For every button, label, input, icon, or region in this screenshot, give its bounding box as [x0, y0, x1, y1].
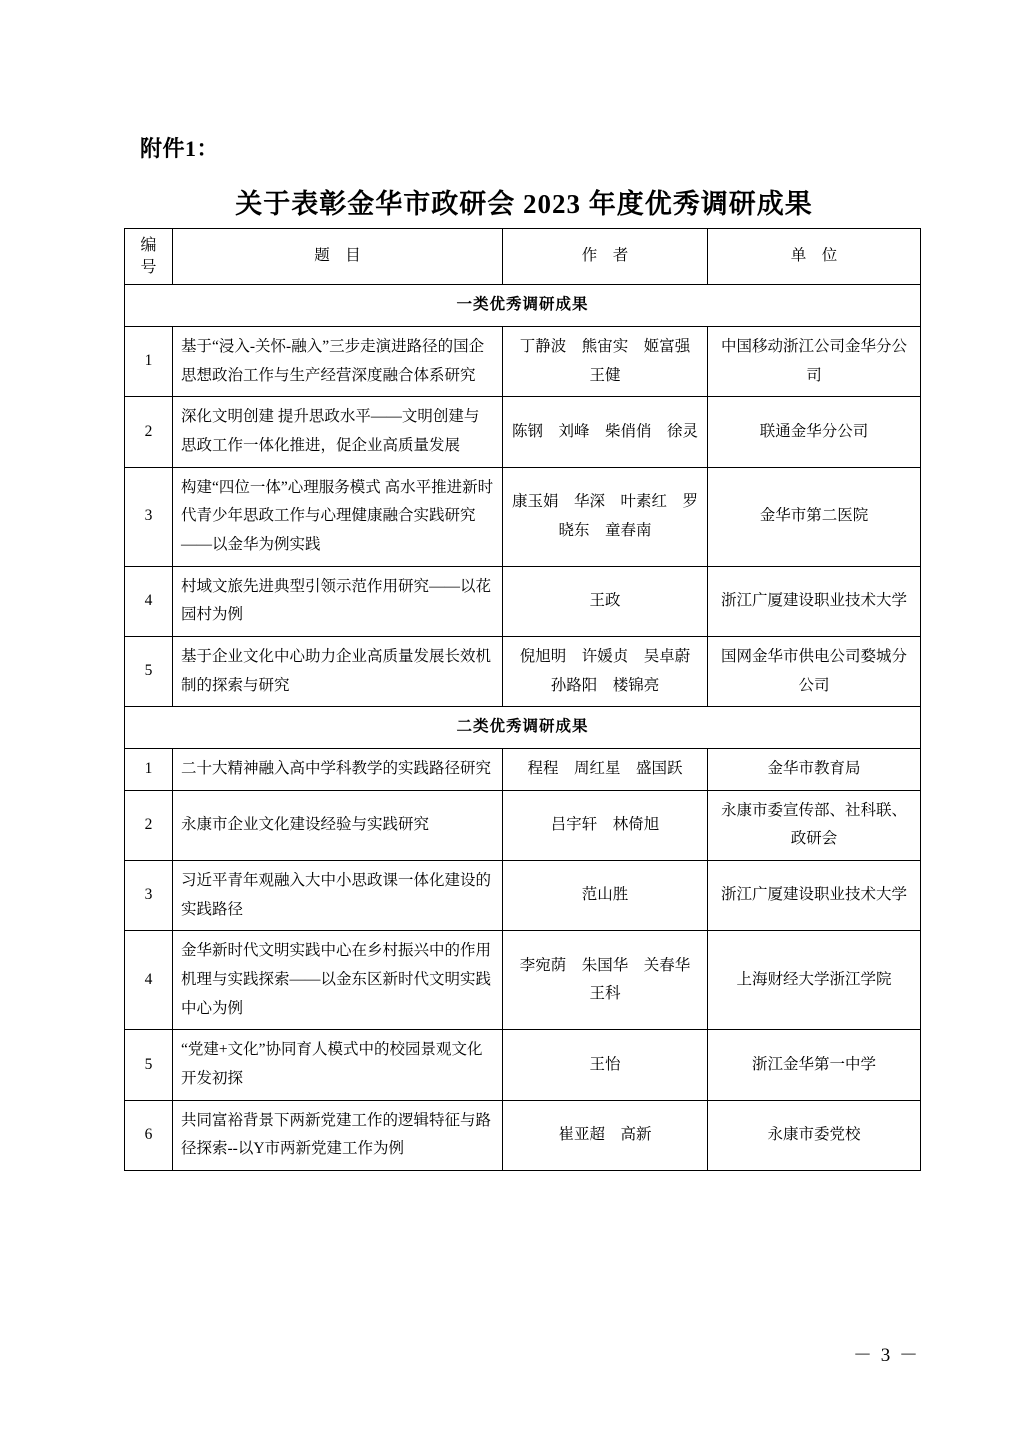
row-unit: 浙江广厦建设职业技术大学 [708, 566, 921, 636]
header-unit: 单 位 [708, 229, 921, 285]
row-author: 程程 周红星 盛国跃 [503, 748, 708, 790]
row-no: 2 [125, 397, 173, 467]
row-author: 王怡 [503, 1030, 708, 1100]
row-author: 康玉娟 华深 叶素红 罗晓东 童春南 [503, 467, 708, 566]
row-no: 1 [125, 326, 173, 396]
table-row [125, 566, 921, 636]
row-author: 倪旭明 许媛贞 吴卓蔚 孙路阳 楼锦亮 [503, 636, 708, 706]
row-title: 基于“浸入-关怀-融入”三步走演进路径的国企思想政治工作与生产经营深度融合体系研究 [173, 326, 503, 396]
table-row [125, 326, 921, 396]
row-unit: 永康市委党校 [708, 1100, 921, 1170]
row-title: 共同富裕背景下两新党建工作的逻辑特征与路径探索--以Y市两新党建工作为例 [173, 1100, 503, 1170]
row-no: 4 [125, 931, 173, 1030]
row-author: 王政 [503, 566, 708, 636]
row-no: 1 [125, 748, 173, 790]
table-row [125, 1100, 921, 1170]
row-author: 丁静波 熊宙实 姬富强 王健 [503, 326, 708, 396]
header-title: 题 目 [173, 229, 503, 285]
row-unit: 上海财经大学浙江学院 [708, 931, 921, 1030]
header-no: 编号 [125, 229, 173, 285]
row-author: 李宛荫 朱国华 关春华 王科 [503, 931, 708, 1030]
row-title: 村域文旅先进典型引领示范作用研究——以花园村为例 [173, 566, 503, 636]
row-unit: 浙江金华第一中学 [708, 1030, 921, 1100]
row-no: 2 [125, 790, 173, 860]
section-title: 二类优秀调研成果 [125, 707, 921, 749]
row-title: 永康市企业文化建设经验与实践研究 [173, 790, 503, 860]
attachment-label: 附件1： [140, 136, 220, 161]
table-row [125, 790, 921, 860]
header-author: 作 者 [503, 229, 708, 285]
row-unit: 联通金华分公司 [708, 397, 921, 467]
row-title: 金华新时代文明实践中心在乡村振兴中的作用机理与实践探索——以金东区新时代文明实践中心为例 [173, 931, 503, 1030]
table-row [125, 1030, 921, 1100]
row-unit: 永康市委宣传部、社科联、政研会 [708, 790, 921, 860]
table-row [125, 636, 921, 706]
row-no: 3 [125, 860, 173, 930]
row-no: 5 [125, 1030, 173, 1100]
row-title: 构建“四位一体”心理服务模式 高水平推进新时代青少年思政工作与心理健康融合实践研究——以金华为例实践 [173, 467, 503, 566]
table-row [125, 467, 921, 566]
table-header-row [125, 229, 921, 285]
table-row [125, 397, 921, 467]
row-unit: 国网金华市供电公司婺城分公司 [708, 636, 921, 706]
row-title: 习近平青年观融入大中小思政课一体化建设的实践路径 [173, 860, 503, 930]
section-title: 一类优秀调研成果 [125, 285, 921, 327]
row-unit: 浙江广厦建设职业技术大学 [708, 860, 921, 930]
table-row [125, 931, 921, 1030]
row-no: 4 [125, 566, 173, 636]
row-title: 基于企业文化中心助力企业高质量发展长效机制的探索与研究 [173, 636, 503, 706]
row-no: 3 [125, 467, 173, 566]
row-unit: 中国移动浙江公司金华分公司 [708, 326, 921, 396]
row-no: 6 [125, 1100, 173, 1170]
row-title: 二十大精神融入高中学科教学的实践路径研究 [173, 748, 503, 790]
section-header-row [125, 707, 921, 749]
row-unit: 金华市教育局 [708, 748, 921, 790]
row-unit: 金华市第二医院 [708, 467, 921, 566]
row-title: 深化文明创建 提升思政水平——文明创建与思政工作一体化推进，促企业高质量发展 [173, 397, 503, 467]
row-author: 范山胜 [503, 860, 708, 930]
page-number: － 3 － [852, 1345, 920, 1366]
awards-table [124, 228, 921, 1171]
row-author: 吕宇轩 林倚旭 [503, 790, 708, 860]
section-header-row [125, 285, 921, 327]
row-no: 5 [125, 636, 173, 706]
row-title: “党建+文化”协同育人模式中的校园景观文化开发初探 [173, 1030, 503, 1100]
table-row [125, 860, 921, 930]
page-title: 关于表彰金华市政研会 2023 年度优秀调研成果 [235, 189, 813, 219]
row-author: 陈钢 刘峰 柴俏俏 徐灵 [503, 397, 708, 467]
row-author: 崔亚超 高新 [503, 1100, 708, 1170]
table-row [125, 748, 921, 790]
